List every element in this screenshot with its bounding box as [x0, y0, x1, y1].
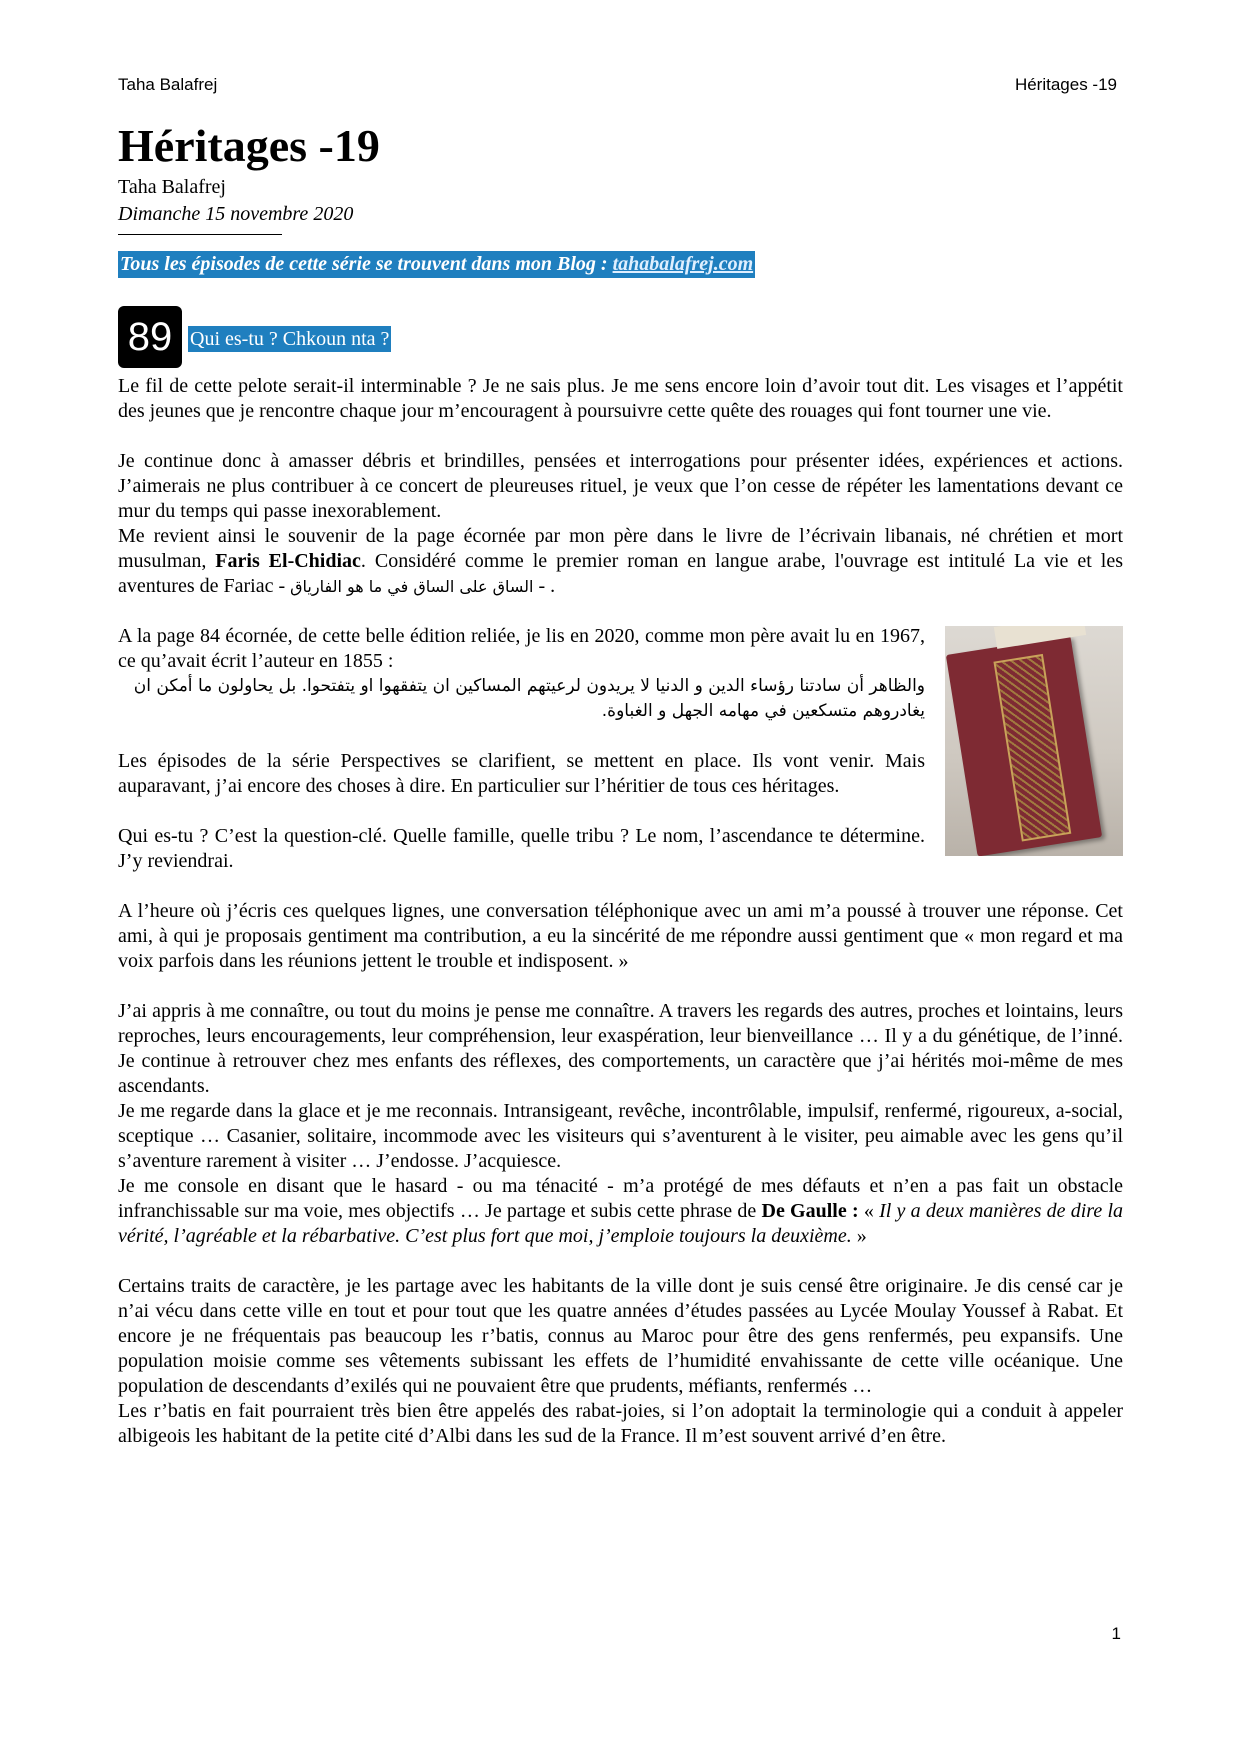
author-name: Faris El-Chidiac — [215, 550, 361, 572]
paragraph-3-text-b: . Considéré comme le premier roman en langue arabe, l'ouvrage est intitulé La vie et les aventures de Fariac - — [118, 550, 1123, 597]
paragraph-11: Certains traits de caractère, je les partage avec les habitants de la ville dont je suis censé être originaire. Je dis censé car je n’ai vécu dans cette ville en tout et pour tout que les quatre années d’études passées au Lycée Moulay Youssef à Rabat. Et encore je ne fréquentais pas beaucoup les r’batis, connus au Maroc pour être des gens renfermés, peu expansifs. Une population moisie comme ses vêtements subissant les effets de l’humidité envahissante de cette ville océanique. Une population de descendants d’exilés qui ne pouvaient être que prudents, méfiants, renfermés … — [118, 1275, 1123, 1397]
episode-number-badge: 89 — [118, 306, 182, 368]
book-spine-ornament — [993, 654, 1071, 842]
episode-title: Qui es-tu ? Chkoun nta ? — [190, 328, 390, 350]
blog-banner — [118, 251, 755, 278]
paragraph-10 — [118, 1174, 1123, 1249]
document-body — [118, 118, 1123, 1449]
book-cover — [946, 635, 1102, 856]
running-header-title: Héritages -19 — [1014, 75, 1117, 94]
page-number: 1 — [1111, 1624, 1121, 1643]
paragraph-7: A l’heure où j’écris ces quelques lignes, une conversation téléphonique avec un ami m’a poussé à trouver une réponse. Cet ami, à qui je proposais gentiment ma contribution, a eu la sincérité de me répondre aussi gentiment que « mon regard et ma voix parfois dans les réunions jettent le trouble et indisposent. » — [118, 900, 1123, 972]
paragraph-3 — [118, 524, 1123, 599]
book-photo — [945, 626, 1123, 856]
paragraph-1: Le fil de cette pelote serait-il interminable ? Je ne sais plus. Je me sens encore loin d’avoir tout dit. Les visages et l’appétit des jeunes que je rencontre chaque jour m’encouragent à poursuivre cette quête des rouages qui font tourner une vie. — [118, 375, 1123, 422]
paragraph-9: Je me regarde dans la glace et je me reconnais. Intransigeant, revêche, incontrôlable, impulsif, renfermé, rigoureux, a-social, sceptique … Casanier, solitaire, incommode avec les visiteurs qui s’aventurent à le visiter, peu aimable avec les gens qu’il s’aventure rarement à visiter … J’endosse. J’acquiesce. — [118, 1100, 1123, 1172]
date-line: Dimanche 15 novembre 2020 — [118, 203, 354, 225]
paragraph-12: Les r’batis en fait pourraient très bien être appelés des rabat-joies, si l’on adoptait la terminologie qui a conduit à appeler albigeois les habitant de la petite cité d’Albi dans les sud de la France. Il m’est souvent arrivé d’en être. — [118, 1400, 1123, 1447]
paragraph-10-close-quote: » — [851, 1225, 867, 1247]
paragraph-2: Je continue donc à amasser débris et brindilles, pensées et interrogations pour présenter idées, expériences et actions. J’aimerais ne plus contribuer à ce concert de pleureuses rituel, je veux que l’on cesse de répéter les lamentations devant ce mur du temps qui passe inexorablement. — [118, 450, 1123, 522]
paragraph-5: Les épisodes de la série Perspectives se clarifient, se mettent en place. Ils vont venir. Mais auparavant, j’ai encore des choses à dire. En particulier sur l’héritier de tous ces héritages. — [118, 750, 925, 797]
quote-author: De Gaulle : — [761, 1200, 864, 1222]
paragraph-3-text-c: - . — [533, 575, 556, 597]
author-line: Taha Balafrej — [118, 176, 226, 198]
divider-rule — [118, 234, 282, 235]
paragraph-10-open-quote: « — [863, 1200, 880, 1222]
blog-banner-text: Tous les épisodes de cette série se trouvent dans mon Blog : — [120, 253, 613, 275]
paragraph-10-text-a: Je me console en disant que le hasard - ou ma ténacité - m’a protégé de mes défauts et n’en a pas fait un obstacle infranchissable sur ma voie, mes objectifs … Je partage et subis cette phrase de — [118, 1175, 1123, 1222]
running-header-author: Taha Balafrej — [118, 75, 218, 94]
arabic-quote: والظاهر أن سادتنا رؤساء الدين و الدنيا لا يريدون لرعيتهم المساكين ان يتفقهوا او يتفتحوا. بل يحاولون ما أمكن ان يغادروهم متسكعين في مهامه الجهل و الغباوة. — [133, 676, 925, 721]
episode-heading — [118, 306, 1123, 368]
image-section — [118, 624, 1123, 874]
paragraph-3-text-a: Me revient ainsi le souvenir de la page écornée par mon père dans le livre de l’écrivain libanais, né chrétien et mort musulman, — [118, 525, 1123, 572]
blog-link[interactable]: tahabalafrej.com — [612, 253, 754, 275]
paragraph-6: Qui es-tu ? C’est la question-clé. Quelle famille, quelle tribu ? Le nom, l’ascendance te détermine. J’y reviendrai. — [118, 825, 925, 872]
arabic-book-title: الساق على الساق في ما هو الفارياق — [290, 577, 534, 596]
paragraph-4: A la page 84 écornée, de cette belle édition reliée, je lis en 2020, comme mon père avait lu en 1967, ce qu’avait écrit l’auteur en 1855 : — [118, 625, 925, 672]
de-gaulle-quote: Il y a deux manières de dire la vérité, l’agréable et la rébarbative. C’est plus fort que moi, j’emploie toujours la deuxième. — [118, 1200, 1124, 1247]
paragraph-8: J’ai appris à me connaître, ou tout du moins je pense me connaître. A travers les regards des autres, proches et lointains, leurs reproches, leurs encouragements, leur compréhension, leur exaspération, leur bienveillance … Il y a du génétique, de l’inné. Je continue à retrouver chez mes enfants des réflexes, des comportements, un caractère que j’ai hérités moi-même de mes ascendants. — [118, 1000, 1123, 1097]
document-title: Héritages -19 — [118, 120, 380, 171]
